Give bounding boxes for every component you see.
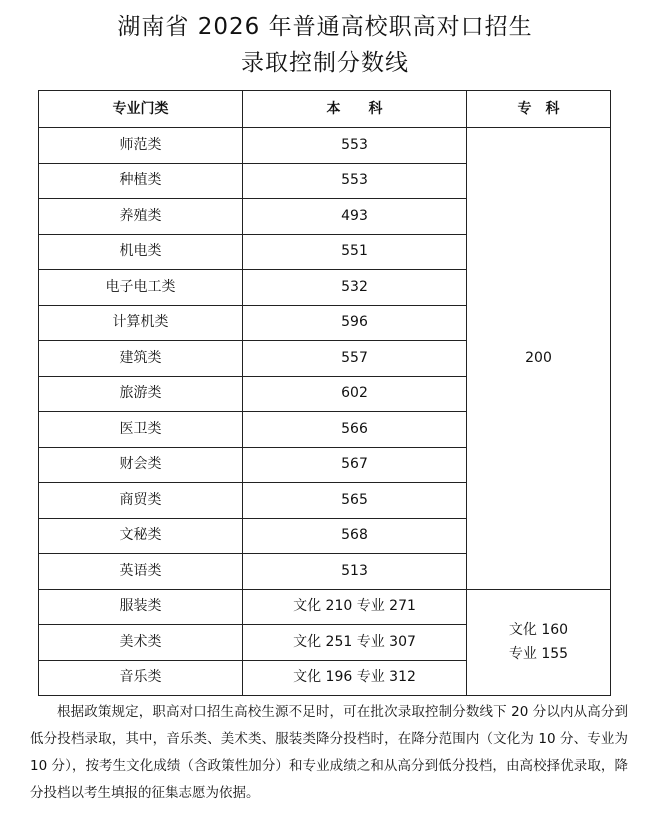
category-cell: 师范类	[39, 128, 243, 164]
bachelor-cell: 568	[243, 518, 467, 554]
bachelor-cell: 493	[243, 199, 467, 235]
header-category: 专业门类	[39, 91, 243, 128]
bachelor-cell: 565	[243, 483, 467, 519]
category-cell: 计算机类	[39, 305, 243, 341]
bachelor-cell: 553	[243, 163, 467, 199]
category-cell: 财会类	[39, 447, 243, 483]
category-cell: 种植类	[39, 163, 243, 199]
page-title: 湖南省 2026 年普通高校职高对口招生	[117, 14, 533, 40]
bachelor-cell: 596	[243, 305, 467, 341]
page-subtitle: 录取控制分数线	[241, 50, 409, 76]
bachelor-cell: 文化 210 专业 271	[243, 589, 467, 625]
bachelor-cell: 文化 196 专业 312	[243, 660, 467, 696]
bachelor-cell: 551	[243, 234, 467, 270]
category-cell: 商贸类	[39, 483, 243, 519]
category-cell: 美术类	[39, 625, 243, 661]
category-cell: 建筑类	[39, 341, 243, 377]
category-cell: 旅游类	[39, 376, 243, 412]
specialist-culture-score: 文化 160	[508, 622, 569, 639]
category-cell: 英语类	[39, 554, 243, 590]
category-cell: 医卫类	[39, 412, 243, 448]
specialist-major-score: 专业 155	[508, 646, 569, 663]
bachelor-cell: 602	[243, 376, 467, 412]
header-specialist: 专 科	[467, 91, 611, 128]
bachelor-cell: 566	[243, 412, 467, 448]
bachelor-cell: 513	[243, 554, 467, 590]
score-table	[38, 90, 611, 696]
bachelor-cell: 557	[243, 341, 467, 377]
table-header-row	[39, 91, 611, 128]
category-cell: 电子电工类	[39, 270, 243, 306]
specialist-cell-group2	[467, 589, 611, 696]
bachelor-cell: 553	[243, 128, 467, 164]
header-bachelor: 本 科	[243, 91, 467, 128]
bachelor-cell: 532	[243, 270, 467, 306]
table-row	[39, 589, 611, 625]
specialist-cell-group1: 200	[467, 128, 611, 590]
category-cell: 机电类	[39, 234, 243, 270]
category-cell: 音乐类	[39, 660, 243, 696]
bachelor-cell: 文化 251 专业 307	[243, 625, 467, 661]
category-cell: 养殖类	[39, 199, 243, 235]
policy-footnote: 根据政策规定，职高对口招生高校生源不足时，可在批次录取控制分数线下 20 分以内从高分到低分投档录取，其中，音乐类、美术类、服装类降分投档时，在降分范围内（文化为 10 分、专业为10 分），按考生文化成绩（含政策性加分）和专业成绩之和从高分到低分投档，由高校择优录取，降分投档以考生填报的征集志愿为依据。	[30, 704, 628, 801]
bachelor-cell: 567	[243, 447, 467, 483]
category-cell: 文秘类	[39, 518, 243, 554]
table-row	[39, 128, 611, 164]
category-cell: 服装类	[39, 589, 243, 625]
